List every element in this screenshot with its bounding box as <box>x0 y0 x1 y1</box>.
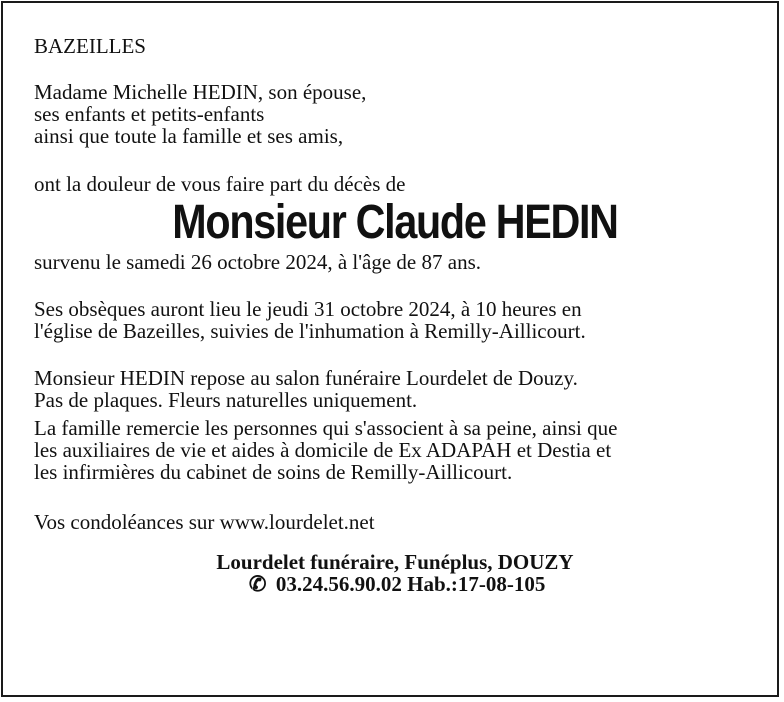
spacer <box>34 57 756 81</box>
spacer <box>34 342 756 367</box>
family-line-3: ainsi que toute la famille et ses amis, <box>34 124 344 148</box>
funeral-home-footer <box>34 551 756 595</box>
thanks-line-3: les infirmières du cabinet de soins de Remilly-Aillicourt. <box>34 460 513 484</box>
obituary-notice <box>1 1 779 697</box>
funeral-line-2: l'église de Bazeilles, suivies de l'inhumation à Remilly-Aillicourt. <box>34 319 586 343</box>
rest-block <box>34 367 756 411</box>
thanks-line-2: les auxiliaires de vie et aides à domicile de Ex ADAPAH et Destia et <box>34 438 612 462</box>
notice-body <box>34 35 756 595</box>
family-line-1: Madame Michelle HEDIN, son épouse, <box>34 80 367 104</box>
spacer <box>34 483 756 511</box>
rest-line-1: Monsieur HEDIN repose au salon funéraire Lourdelet de Douzy. <box>34 366 578 390</box>
deceased-name: Monsieur Claude HEDIN <box>172 196 618 249</box>
funeral-home-name: Lourdelet funéraire, Funéplus, DOUZY <box>216 550 574 574</box>
funeral-line-1: Ses obsèques auront lieu le jeudi 31 octobre 2024, à 10 heures en <box>34 297 582 321</box>
spacer <box>34 533 756 551</box>
phone-number: 03.24.56.90.02 Hab.:17-08-105 <box>275 572 546 596</box>
death-details: survenu le samedi 26 octobre 2024, à l'âge de 87 ans. <box>34 250 481 274</box>
thanks-block <box>34 417 756 483</box>
family-line-2: ses enfants et petits-enfants <box>34 102 265 126</box>
spacer <box>34 273 756 298</box>
spacer <box>34 147 756 173</box>
telephone-icon: ✆ <box>248 572 267 596</box>
announcement-text: ont la douleur de vous faire part du décès de <box>34 172 406 196</box>
condolences-text: Vos condoléances sur www.lourdelet.net <box>34 510 375 534</box>
place-name: BAZEILLES <box>34 34 146 58</box>
contact-line <box>34 573 756 595</box>
family-block <box>34 81 756 147</box>
funeral-block <box>34 298 756 342</box>
thanks-line-1: La famille remercie les personnes qui s'associent à sa peine, ainsi que <box>34 416 618 440</box>
rest-line-2: Pas de plaques. Fleurs naturelles uniquement. <box>34 388 418 412</box>
